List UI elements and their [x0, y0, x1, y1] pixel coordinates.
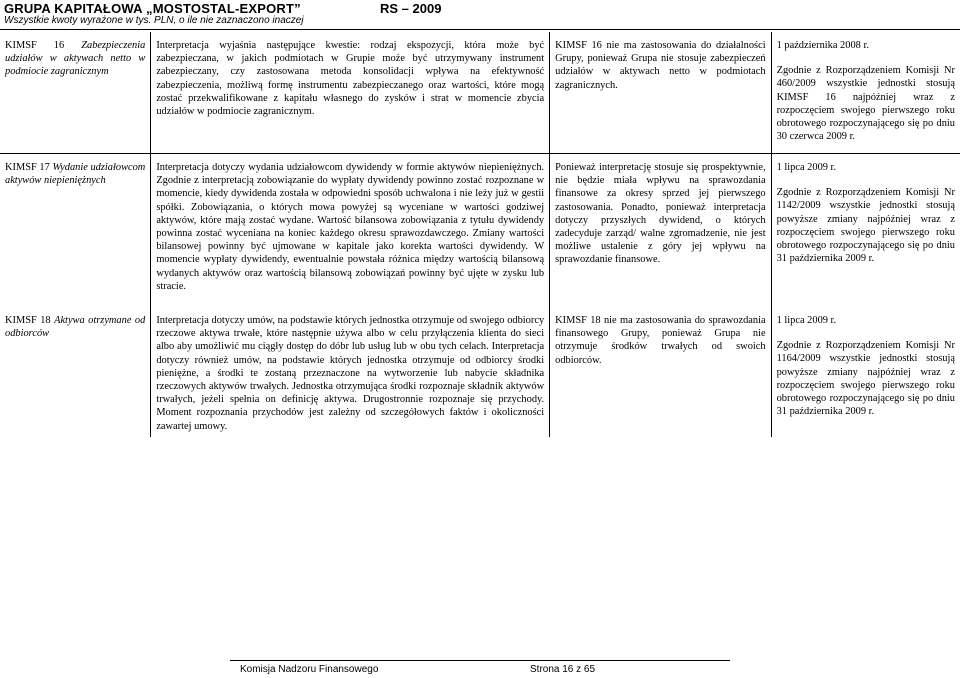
impact-cell: [550, 307, 771, 437]
date-cell: [771, 307, 960, 437]
standard-name: KIMSF 16: [5, 40, 65, 51]
report-code: RS – 2009: [380, 1, 442, 16]
eu-status: Zgodnie z Rozporządzeniem Komisji Nr 1142/2009 wszystkie jednostki stosują powyższe zmiany najpóźniej wraz z rozpoczęciem swojego pierwszego roku obrotowego rozpoczynającego się po dniu 31 października 2009 r.: [776, 187, 955, 265]
standard-cell: [0, 307, 151, 437]
date-cell: [771, 154, 960, 308]
standard-cell: [0, 154, 151, 308]
standards-table: [0, 32, 960, 437]
effective-date: 1 lipca 2009 r.: [776, 315, 837, 326]
currency-note: Wszystkie kwoty wyrażone w tys. PLN, o ile nie zaznaczono inaczej: [4, 15, 304, 26]
table-row: [0, 154, 960, 308]
table-row: [0, 307, 960, 437]
eu-status: Zgodnie z Rozporządzeniem Komisji Nr 460/2009 wszystkie jednostki stosują KIMSF 16 najpóźniej wraz z rozpoczęciem swojego pierwszego roku obrotowego rozpoczynającego się po dniu 30 czerwca 2009 r.: [776, 65, 955, 143]
impact-cell: [550, 32, 771, 154]
effective-date: 1 lipca 2009 r.: [776, 162, 837, 173]
interpretation-text: Interpretacja dotyczy wydania udziałowcom dywidendy w formie aktywów niepieniężnych. Zgodnie z interpretacją zobowiązanie do wypłaty dywidendy powinno zostać rozpoznane w momencie, kiedy dywidenda została w odpowiedni sposób uchwalona i nie leży już w gestii spółki. Zobowiązania, o których mowa powyżej są wyceniane w wartości godziwej aktywów, które mają zostać wydane. Wartość bilansowa zobowiązania z tytułu dywidendy powinna zostać wyceniana na koniec każdego okresu sprawozdawczego. Zmiany wartości bilansowej powinny być ujmowane w kapitale jako korekta wartości dywidendy. W momencie wypłaty dywidendy, ewentualnie powstała różnica między wartością bilansową wydanych aktywów oraz wartością bilansową zobowiązań powinny być ujęte w zysku lub stracie.: [156, 162, 545, 292]
page-header: [0, 0, 960, 30]
standard-topic: Zabezpieczenia udziałów w aktywach netto w podmiocie zagranicznym: [5, 40, 146, 78]
page-number: Strona 16 z 65: [530, 664, 596, 675]
interpretation-text: Interpretacja dotyczy umów, na podstawie których jednostka otrzymuje od swojego odbiorcy rzeczowe aktywa trwałe, które następnie używa albo w celu przyłączenia klienta do sieci albo aby umożliwić mu ciągły dostęp do dóbr lub usług lub w obu tych celach. Interpretacja dotyczy również umów, na podstawie których jednostka otrzymuje od odbiorcy środki pieniężne, a środki te zostaną przeznaczone na wytworzenie lub nabycie składnika rzeczowych aktywów trwałych. Jednostka otrzymująca środki rozpoznaje składnik aktywów trwałych, jeżeli spełnia on definicję aktywa. Drugostronnie rozpoznaje się przychody. Moment rozpoznania przychodów jest zależny od szczegółowych faktów i okoliczności zawartej umowy.: [156, 315, 545, 432]
table-row: [0, 32, 960, 154]
impact-text: Ponieważ interpretację stosuje się prospektywnie, nie będzie miała wpływu na sprawozdania finansowe za okresy sprzed jej pierwszego zastosowania. Ponadto, ponieważ interpretacja dotyczy przyszłych dywidend, o których zadecyduje zarząd/ walne zgromadzenie, nie jest możliwe ustalenie z góry jej wpływu na sprawozdanie finansowe.: [555, 162, 766, 266]
interpretation-cell: [151, 154, 550, 308]
standard-cell: [0, 32, 151, 154]
standard-name: KIMSF 17: [5, 162, 50, 173]
effective-date: 1 października 2008 r.: [776, 40, 869, 51]
impact-cell: [550, 154, 771, 308]
standard-name: KIMSF 18: [5, 315, 51, 326]
header-rule: [0, 29, 960, 30]
eu-status: Zgodnie z Rozporządzeniem Komisji Nr 1164/2009 wszystkie jednostki stosują powyższe zmiany najpóźniej wraz z rozpoczęciem swojego pierwszego roku obrotowego rozpoczynającego się po dniu 31 października 2009 r.: [776, 340, 955, 418]
impact-text: KIMSF 16 nie ma zastosowania do działalności Grupy, ponieważ Grupa nie stosuje zabezpieczeń udziałów w aktywach netto w podmiotach zagranicznych.: [555, 40, 766, 91]
footer-authority: Komisja Nadzoru Finansowego: [240, 664, 379, 675]
date-cell: [771, 32, 960, 154]
impact-text: KIMSF 18 nie ma zastosowania do sprawozdania finansowego Grupy, ponieważ Grupa nie otrzymuje środków trwałych od swoich odbiorców.: [555, 315, 766, 366]
standard-topic: Aktywa otrzymane od odbiorców: [5, 315, 146, 340]
footer-rule: [230, 660, 730, 661]
standard-topic: Wydanie udziałowcom aktywów niepieniężnych: [5, 162, 146, 187]
interpretation-cell: [151, 307, 550, 437]
interpretation-cell: [151, 32, 550, 154]
interpretation-text: Interpretacja wyjaśnia następujące kwestie: rodzaj ekspozycji, która może być zabezpieczana, w jakich podmiotach w Grupie może być utrzymywany instrument zabezpieczany, czy zastosowana metoda konsolidacji wpływa na efektywność zabezpieczenia, możliwą formę instrumentu zabezpieczanego oraz wartości, które mogą zostać przekwalifikowane z kapitału własnego do zysków i strat w momencie zbycia udziałów w podmiocie zagranicznym.: [156, 40, 545, 118]
company-name: GRUPA KAPITAŁOWA „MOSTOSTAL-EXPORT”: [4, 1, 301, 16]
